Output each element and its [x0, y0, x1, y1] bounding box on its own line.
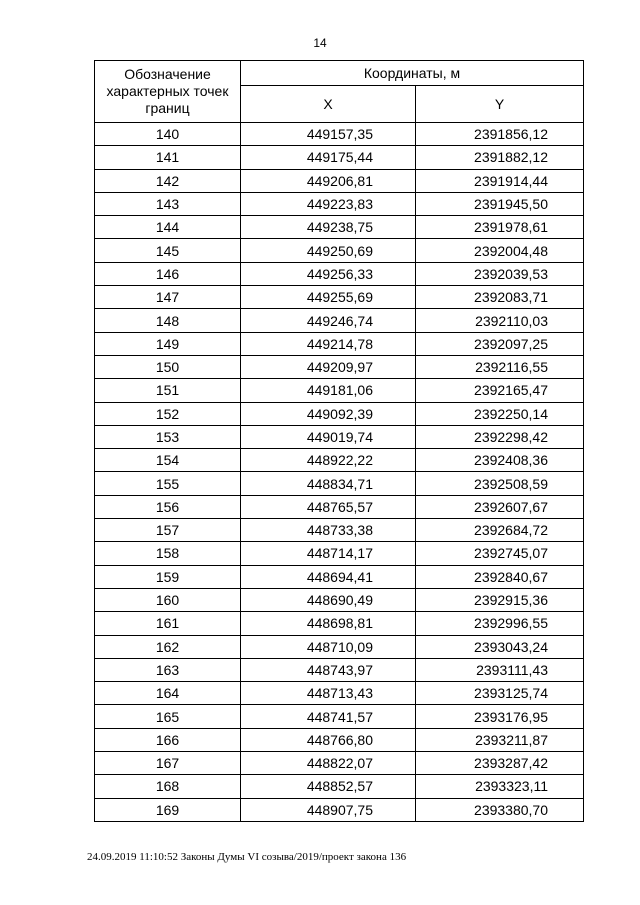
x-coordinate-cell: 448834,71: [241, 472, 416, 495]
y-coordinate-cell: 2392745,07: [416, 542, 584, 565]
point-cell: 161: [95, 612, 241, 635]
x-coordinate-cell: 448822,07: [241, 752, 416, 775]
y-coordinate-cell: 2392996,55: [416, 612, 584, 635]
table-row: [95, 379, 584, 402]
y-coordinate-cell: 2392915,36: [416, 588, 584, 611]
table-row: [95, 658, 584, 681]
x-coordinate-cell: 449250,69: [241, 239, 416, 262]
y-coordinate-cell: 2391945,50: [416, 192, 584, 215]
coordinates-table: [94, 60, 584, 822]
y-coordinate-cell: 2391978,61: [416, 216, 584, 239]
point-cell: 160: [95, 588, 241, 611]
point-cell: 158: [95, 542, 241, 565]
table-header: [95, 61, 584, 123]
y-coordinate-cell: 2393111,43: [416, 658, 584, 681]
point-cell: 159: [95, 565, 241, 588]
point-cell: 140: [95, 123, 241, 146]
x-coordinate-cell: 449157,35: [241, 123, 416, 146]
y-coordinate-cell: 2391914,44: [416, 169, 584, 192]
y-coordinate-cell: 2392083,71: [416, 286, 584, 309]
table-row: [95, 146, 584, 169]
x-coordinate-cell: 448765,57: [241, 495, 416, 518]
point-cell: 150: [95, 355, 241, 378]
point-cell: 168: [95, 775, 241, 798]
table-row: [95, 775, 584, 798]
y-coordinate-cell: 2392607,67: [416, 495, 584, 518]
table-row: [95, 355, 584, 378]
table-row: [95, 169, 584, 192]
table-row: [95, 309, 584, 332]
y-coordinate-cell: 2392004,48: [416, 239, 584, 262]
table-row: [95, 612, 584, 635]
point-cell: 157: [95, 519, 241, 542]
table-row: [95, 402, 584, 425]
table-row: [95, 262, 584, 285]
point-cell: 156: [95, 495, 241, 518]
y-coordinate-cell: 2392298,42: [416, 425, 584, 448]
x-coordinate-cell: 449209,97: [241, 355, 416, 378]
y-coordinate-cell: 2392508,59: [416, 472, 584, 495]
point-cell: 154: [95, 449, 241, 472]
page-number: 14: [313, 36, 327, 50]
table-row: [95, 635, 584, 658]
x-coordinate-cell: 449181,06: [241, 379, 416, 402]
point-cell: 167: [95, 752, 241, 775]
table-row: [95, 472, 584, 495]
table-row: [95, 519, 584, 542]
x-coordinate-cell: 449255,69: [241, 286, 416, 309]
point-cell: 147: [95, 286, 241, 309]
point-cell: 144: [95, 216, 241, 239]
y-coordinate-cell: 2392408,36: [416, 449, 584, 472]
y-coordinate-cell: 2393125,74: [416, 682, 584, 705]
x-coordinate-cell: 449256,33: [241, 262, 416, 285]
y-coordinate-cell: 2392110,03: [416, 309, 584, 332]
point-cell: 141: [95, 146, 241, 169]
point-cell: 169: [95, 798, 241, 821]
x-coordinate-cell: 448698,81: [241, 612, 416, 635]
x-coordinate-cell: 449175,44: [241, 146, 416, 169]
point-cell: 145: [95, 239, 241, 262]
x-coordinate-cell: 449019,74: [241, 425, 416, 448]
point-cell: 153: [95, 425, 241, 448]
x-coordinate-cell: 449092,39: [241, 402, 416, 425]
y-column-header: Y: [416, 86, 584, 123]
y-coordinate-cell: 2392097,25: [416, 332, 584, 355]
point-cell: 142: [95, 169, 241, 192]
point-cell: 155: [95, 472, 241, 495]
table-row: [95, 192, 584, 215]
table-row: [95, 425, 584, 448]
y-coordinate-cell: 2391856,12: [416, 123, 584, 146]
point-cell: 166: [95, 728, 241, 751]
x-coordinate-cell: 448733,38: [241, 519, 416, 542]
x-coordinate-cell: 449223,83: [241, 192, 416, 215]
point-cell: 146: [95, 262, 241, 285]
y-coordinate-cell: 2393287,42: [416, 752, 584, 775]
y-coordinate-cell: 2392684,72: [416, 519, 584, 542]
y-coordinate-cell: 2393323,11: [416, 775, 584, 798]
x-coordinate-cell: 448710,09: [241, 635, 416, 658]
y-coordinate-cell: 2392840,67: [416, 565, 584, 588]
point-cell: 165: [95, 705, 241, 728]
y-coordinate-cell: 2393043,24: [416, 635, 584, 658]
x-coordinate-cell: 449238,75: [241, 216, 416, 239]
x-coordinate-cell: 448690,49: [241, 588, 416, 611]
table-row: [95, 123, 584, 146]
table-row: [95, 798, 584, 821]
y-coordinate-cell: 2392039,53: [416, 262, 584, 285]
y-coordinate-cell: 2393380,70: [416, 798, 584, 821]
x-coordinate-cell: 449206,81: [241, 169, 416, 192]
x-coordinate-cell: 449246,74: [241, 309, 416, 332]
point-cell: 162: [95, 635, 241, 658]
document-footer: 24.09.2019 11:10:52 Законы Думы VI созыва/2019/проект закона 136: [87, 851, 407, 863]
table-row: [95, 332, 584, 355]
x-column-header: X: [241, 86, 416, 123]
point-cell: 163: [95, 658, 241, 681]
x-coordinate-cell: 448907,75: [241, 798, 416, 821]
point-cell: 152: [95, 402, 241, 425]
x-coordinate-cell: 448741,57: [241, 705, 416, 728]
coordinates-group-header: Координаты, м: [241, 61, 584, 86]
point-cell: 151: [95, 379, 241, 402]
table-row: [95, 449, 584, 472]
point-cell: 148: [95, 309, 241, 332]
table-row: [95, 239, 584, 262]
x-coordinate-cell: 448713,43: [241, 682, 416, 705]
y-coordinate-cell: 2392165,47: [416, 379, 584, 402]
x-coordinate-cell: 448852,57: [241, 775, 416, 798]
x-coordinate-cell: 448714,17: [241, 542, 416, 565]
x-coordinate-cell: 448766,80: [241, 728, 416, 751]
table-row: [95, 216, 584, 239]
point-designation-header: Обозначение характерных точек границ: [95, 61, 241, 123]
table-row: [95, 728, 584, 751]
table-row: [95, 588, 584, 611]
y-coordinate-cell: 2391882,12: [416, 146, 584, 169]
x-coordinate-cell: 449214,78: [241, 332, 416, 355]
table-row: [95, 682, 584, 705]
table-row: [95, 752, 584, 775]
table-row: [95, 542, 584, 565]
y-coordinate-cell: 2393211,87: [416, 728, 584, 751]
x-coordinate-cell: 448922,22: [241, 449, 416, 472]
table-row: [95, 565, 584, 588]
table-body: [95, 123, 584, 822]
y-coordinate-cell: 2392250,14: [416, 402, 584, 425]
table-row: [95, 705, 584, 728]
x-coordinate-cell: 448743,97: [241, 658, 416, 681]
y-coordinate-cell: 2392116,55: [416, 355, 584, 378]
point-cell: 164: [95, 682, 241, 705]
x-coordinate-cell: 448694,41: [241, 565, 416, 588]
table-row: [95, 286, 584, 309]
point-cell: 143: [95, 192, 241, 215]
y-coordinate-cell: 2393176,95: [416, 705, 584, 728]
table-row: [95, 495, 584, 518]
point-cell: 149: [95, 332, 241, 355]
